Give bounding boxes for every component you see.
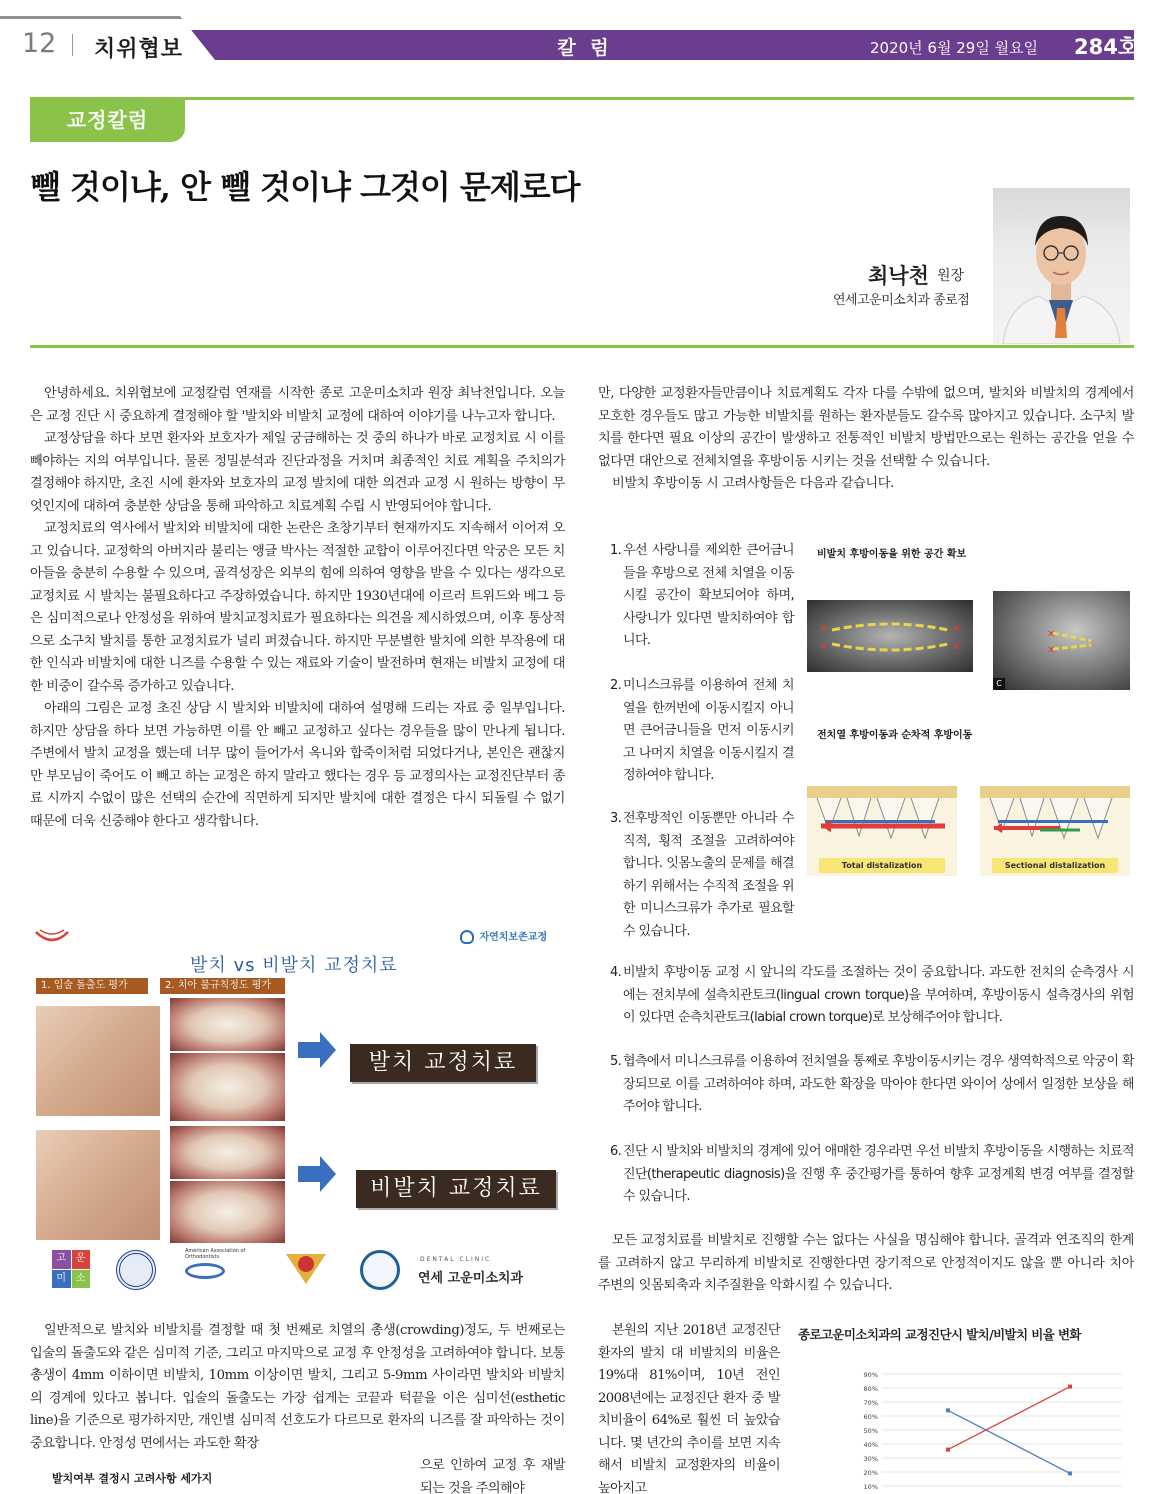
extraction-infographic — [30, 918, 566, 1296]
y-tick-label: 70% — [863, 1399, 878, 1407]
panoramic-xray — [807, 600, 973, 672]
world-federation-logo-icon — [266, 1250, 346, 1290]
list-item-1 — [610, 540, 794, 653]
y-tick-label: 50% — [863, 1427, 878, 1435]
teeth-front-photo-1 — [170, 998, 285, 1051]
right-column-intro — [598, 383, 1134, 496]
tab-lip-protrusion: 1. 입술 돌출도 평가 — [36, 978, 148, 994]
aao-rings-icon — [185, 1263, 225, 1279]
conclusion-paragraph — [598, 1230, 1134, 1298]
logo-char: 고 — [52, 1250, 71, 1269]
teeth-arch-photo-2 — [170, 1181, 285, 1243]
svg-text:✕: ✕ — [1047, 645, 1056, 656]
author-title: 원장 — [937, 268, 965, 284]
list-item-3 — [610, 808, 794, 943]
y-tick-label: 20% — [863, 1469, 878, 1477]
aao-logo — [185, 1248, 255, 1290]
clinic-name: 연세 고운미소치과 — [418, 1271, 523, 1286]
author-name: 최낙천 — [868, 264, 929, 288]
y-tick-label: 30% — [863, 1455, 878, 1463]
title-rule — [30, 345, 1134, 348]
university-seal-icon — [116, 1250, 156, 1290]
section-title: 칼 럼 — [557, 37, 613, 59]
face-profile-photo-2 — [36, 1130, 160, 1240]
logo-char: 소 — [72, 1270, 91, 1289]
series-point — [946, 1408, 950, 1412]
figure-2-caption: 전치열 후방이동과 순차적 후방이동 — [817, 730, 973, 741]
gounmiso-logo — [52, 1250, 90, 1288]
brand-tag-text: 자연치보존교정 — [479, 932, 548, 943]
list-text: 우선 사랑니를 제외한 큰어금니들을 후방으로 전체 치열을 이동시킬 공간이 확보되어야 하며, 사랑니가 있다면 발치하여야 합니다. — [623, 543, 794, 648]
brand-tag — [460, 928, 547, 944]
tooth-diagram-right — [980, 786, 1130, 856]
author-affiliation: 연세고운미소치과 종로점 — [833, 293, 970, 308]
series-point — [946, 1448, 950, 1452]
paragraph: 안녕하세요. 치위협보에 교정칼럼 연재를 시작한 종로 고운미소치과 원장 최낙천입니다. 오늘은 교정 진단 시 중요하게 결정해야 할 '발치와 비발치 교정에 대하여 이야기를 나누고자 합니다. — [30, 386, 565, 424]
list-number: 5. — [610, 1054, 622, 1069]
paragraph: 으로 인하여 교정 후 재발되는 것을 주의해야 — [420, 1458, 565, 1494]
issue-number: 284호 — [1074, 35, 1139, 59]
paragraph: 아래의 그림은 교정 초진 상담 시 발치와 비발치에 대하여 설명해 드리는 자료 중 일부입니다. 하지만 상담을 하다 보면 가능하면 이를 안 빼고 교정하고 싶다는 경우들을 많이 만나게 됩니다. 주변에서 발치 교정을 했는데 너무 많이 들어가서 옥니와 합죽이처럼 되었다거나, 본인은 괜찮지만 부모님이 죽어도 이 빼고 하는 교정은 하지 말라고 했다는 경우 등 교정의사는 교정진단부터 종료 시까지 수없이 많은 선택의 순간에 직면하게 되지만 발치에 대한 결정은 다시 되돌릴 수 없기 때문에 더욱 신중해야 한다고 생각합니다. — [30, 701, 565, 829]
svg-text:✕: ✕ — [819, 640, 829, 653]
svg-text:✕: ✕ — [819, 622, 829, 635]
aao-text: American Association of Orthodontists — [185, 1248, 246, 1260]
page-number: 12 — [22, 28, 57, 59]
header-divider — [72, 34, 73, 56]
series-line-2 — [948, 1387, 1070, 1450]
list-text: 미니스크류를 이용하여 전체 치열을 한꺼번에 이동시킬지 아니면 큰어금니들을 먼저 이동시키고 나머지 치열을 이동시킬지 결정하여야 합니다. — [623, 678, 794, 783]
logo-char: 운 — [72, 1250, 91, 1269]
series-line-1 — [948, 1410, 1070, 1473]
sectional-distalization-label: Sectional distalization — [992, 858, 1118, 873]
cephalometric-xray — [993, 591, 1130, 690]
paragraph: 교정상담을 하다 보면 환자와 보호자가 제일 궁금해하는 것 중의 하나가 바로 교정치료 시 이를 빼야하는 지의 여부입니다. 물론 정밀분석과 진단과정을 거치며 최종적인 치료 계획을 주치의가 결정해야 하지만, 초진 시에 환자와 보호자의 교정 발치에 대한 의견과 교정 시 원하는 방향이 무엇인지에 대하여 충분한 상담을 통해 파악하고 치료계획 수립 시 반영되어야 합니다. — [30, 431, 565, 514]
sectional-distalization-diagram — [980, 786, 1130, 876]
non-extraction-result-label: 비발치 교정치료 — [356, 1170, 556, 1208]
svg-text:✕: ✕ — [952, 640, 962, 653]
publication-name: 치위협보 — [94, 37, 184, 62]
korean-assoc-seal-icon — [360, 1250, 400, 1290]
paragraph: 비발치 후방이동 시 고려사항들은 다음과 같습니다. — [612, 476, 894, 491]
y-tick-label: 90% — [863, 1371, 878, 1379]
svg-text:✕: ✕ — [952, 622, 962, 635]
tab-crowding: 2. 치아 불규칙정도 평가 — [160, 978, 285, 994]
series-point — [1068, 1471, 1072, 1475]
list-number: 2. — [610, 678, 622, 693]
svg-text:✕: ✕ — [1047, 629, 1056, 640]
extraction-result-label: 발치 교정치료 — [350, 1044, 536, 1082]
y-tick-label: 60% — [863, 1413, 878, 1421]
list-item-4 — [610, 962, 1134, 1030]
total-distalization-label: Total distalization — [819, 858, 945, 873]
teeth-front-photo-2 — [170, 1126, 285, 1179]
smile-logo-icon — [32, 922, 72, 948]
headline: 뺄 것이냐, 안 뺄 것이냐 그것이 문제로다 — [30, 168, 580, 206]
tooth-diagram-left — [807, 786, 957, 856]
author-photo — [993, 188, 1130, 344]
paragraph: 모든 교정치료를 비발치로 진행할 수는 없다는 사실을 명심해야 합니다. 골격과 연조직의 한계를 고려하지 않고 무리하게 비발치로 진행한다면 장기적으로 안정적이지도 않을 뿐 아니라 치아 주변의 잇몸퇴축과 치주질환을 악화시킬 수 있습니다. — [598, 1233, 1134, 1293]
left-column-intro — [30, 383, 565, 833]
right-column-stats — [598, 1320, 780, 1494]
figure-1-caption: 비발치 후방이동을 위한 공간 확보 — [817, 549, 967, 560]
paragraph: 교정치료의 역사에서 발치와 비발치에 대한 논란은 초창기부터 현재까지도 지속해서 이어져 오고 있습니다. 교정학의 아버지라 불리는 앵글 박사는 적절한 교합이 이루어진다면 악궁은 모든 치아들을 충분히 수용할 수 있으며, 골격성장은 외부의 힘에 의하여 영향을 받을 수 있다는 생각으로 교정치료 시 발치는 불필요하다고 주장하였습니다. 하지만 1930년대에 이르러 트위드와 베그 등은 심미적으로나 안정성을 위하여 발치교정치료가 필요하다는 의견을 제시하였으며, 이후 통상적으로 소구치 발치를 통한 교정치료가 널리 퍼졌습니다. 하지만 무분별한 발치에 의한 부작용에 대한 인식과 비발치에 대한 니즈를 수용할 수 있는 재료와 기술이 발전하며 현재는 비발치 교정에 대한 비중이 갈수록 증가하고 있습니다. — [30, 521, 565, 694]
chart-title: 종로고운미소치과의 교정진단시 발치/비발치 비율 변화 — [798, 1327, 1081, 1342]
list-text: 전후방적인 이동뿐만 아니라 수직적, 횡적 조절을 고려하여야 합니다. 잇몸노출의 문제를 해결하기 위해서는 수직적 조절을 위한 미니스크류가 추가로 필요할 수 있습니다. — [623, 811, 794, 939]
infographic-title: 발치 vs 비발치 교정치료 — [190, 955, 398, 976]
ceph-annotation — [993, 591, 1130, 690]
arrow-right-icon — [296, 1030, 338, 1070]
y-tick-label: 80% — [863, 1385, 878, 1393]
criteria-caption: 발치여부 결정시 고려사항 세가지 — [52, 1472, 213, 1485]
tooth-icon — [460, 930, 474, 944]
clinic-small-text: DENTAL CLINIC — [420, 1256, 492, 1263]
list-number: 1. — [610, 543, 622, 558]
left-column-tail — [420, 1455, 565, 1494]
list-number: 4. — [610, 965, 622, 980]
left-column-criteria — [30, 1320, 565, 1455]
logo-char: 미 — [52, 1270, 71, 1289]
list-text: 비발치 후방이동 교정 시 앞니의 각도를 조절하는 것이 중요합니다. 과도한 전치의 순측경사 시에는 전치부에 설측치관토크(lingual crown torque)을 부여하며, 후방이동시 설측경사의 위험이 있다면 순측치관토크(labial crown torque)로 보상해주어야 합니다. — [623, 965, 1134, 1025]
xray-badge: C — [993, 678, 1005, 690]
teeth-arch-photo-1 — [170, 1053, 285, 1121]
top-rule — [30, 97, 1134, 100]
author-portrait — [993, 188, 1130, 344]
list-item-6 — [610, 1141, 1134, 1209]
list-number: 3. — [610, 811, 622, 826]
arrow-right-icon — [296, 1154, 338, 1194]
issue-date: 2020년 6월 29일 월요일 — [870, 39, 1039, 57]
paragraph: 일반적으로 발치와 비발치를 결정할 때 첫 번째로 치열의 총생(crowding)정도, 두 번째로는 입술의 돌출도와 같은 심미적 기준, 그리고 마지막으로 교정 후 안정성을 고려하여야 합니다. 보통 총생이 4mm 이하이면 비발치, 10mm 이상이면 발치, 그리고 5-9mm 사이라면 발치와 비발치의 경계에 있다고 봅니다. 입술의 돌출도는 가장 쉽게는 코끝과 턱끝을 이은 심미선(esthetic line)을 기준으로 평가하지만, 개인별 심미적 선호도가 다르므로 환자의 니즈를 잘 파악하는 것이 중요합니다. 안정성 면에서는 과도한 확장 — [30, 1323, 565, 1451]
list-text: 협측에서 미니스크류를 이용하여 전치열을 통째로 후방이동시키는 경우 생역학적으로 악궁이 확장되므로 이를 고려하여야 하며, 과도한 확장을 막아야 한다면 와이어 상에서 일정한 보상을 해주어야 합니다. — [623, 1054, 1134, 1114]
paragraph: 본원의 지난 2018년 교정진단 환자의 발치 대 비발치의 비율은 19%대 81%이며, 10년 전인 2008년에는 교정진단 환자 중 발치비율이 64%로 훨씬 더 높았습니다. 몇 년간의 추이를 보면 지속해서 비발치 교정환자의 비율이 높아지고 — [598, 1323, 780, 1494]
paragraph: 만, 다양한 교정환자들만큼이나 치료계획도 각자 다를 수밖에 없으며, 발치와 비발치의 경계에서 모호한 경우들도 많고 가능한 비발치를 원하는 환자분들도 갈수록 많아지고 있습니다. 소구치 발치를 한다면 필요 이상의 공간이 발생하고 전통적인 비발치 방법만으로는 원하는 공간을 얻을 수 없다면 대안으로 전체치열을 후방이동 시키는 것을 선택할 수 있습니다. — [598, 386, 1134, 469]
y-tick-label: 10% — [863, 1483, 878, 1491]
list-number: 6. — [610, 1144, 622, 1159]
xray-annotation — [807, 600, 973, 672]
total-distalization-diagram — [807, 786, 957, 876]
column-label: 교정칼럼 — [30, 100, 185, 142]
ratio-line-chart — [860, 1366, 1130, 1494]
series-point — [1068, 1385, 1072, 1389]
list-text: 진단 시 발치와 비발치의 경계에 있어 애매한 경우라면 우선 비발치 후방이동을 시행하는 치료적 진단(therapeutic diagnosis)을 진행 후 중간평가를 통하여 향후 교정계획 변경 여부를 결정할 수 있습니다. — [623, 1144, 1134, 1204]
face-profile-photo-1 — [36, 1006, 160, 1116]
list-item-5 — [610, 1051, 1134, 1119]
list-item-2 — [610, 675, 794, 788]
y-tick-label: 40% — [863, 1441, 878, 1449]
